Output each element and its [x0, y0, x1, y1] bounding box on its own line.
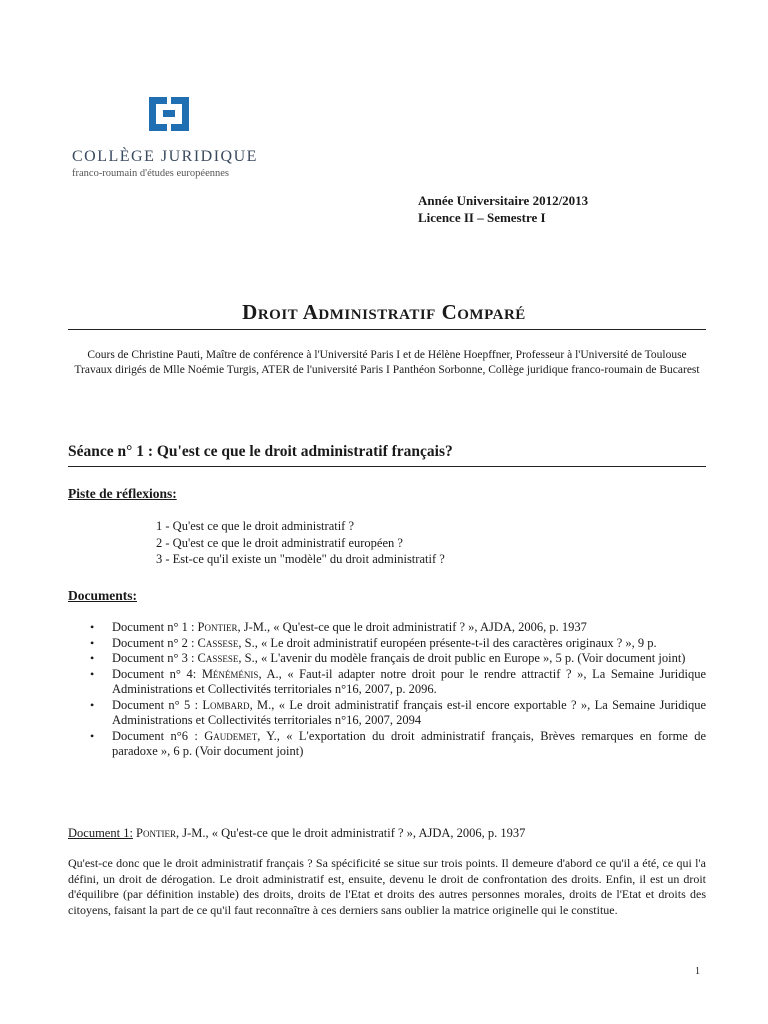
- bullet-icon: •: [90, 666, 95, 681]
- document-item: • Document n° 2 : Cassese, S., « Le droit administratif européen présente-t-il des caractères originaux ? », 9 p.: [90, 635, 657, 650]
- bullet-icon: •: [90, 697, 95, 712]
- piste-item: 1 - Qu'est ce que le droit administratif ?: [156, 519, 355, 533]
- documents-list: [90, 620, 707, 760]
- title-divider: [68, 329, 706, 330]
- documents-heading: Documents:: [68, 588, 137, 603]
- seance-title: Séance n° 1 : Qu'est ce que le droit administratif français?: [68, 443, 453, 460]
- document-item: • Document n° 1 : Pontier, J-M., « Qu'est-ce que le droit administratif ? », AJDA, 2006, p. 1937: [90, 620, 587, 634]
- document-1-reference: , J-M., « Qu'est-ce que le droit administratif ? », AJDA, 2006, p. 1937: [176, 826, 526, 840]
- document-1-label: Document 1:: [68, 826, 133, 840]
- bullet-icon: •: [90, 620, 95, 634]
- document-title: Droit Administratif Comparé: [242, 300, 526, 324]
- bullet-icon: •: [90, 728, 95, 743]
- course-credits: [68, 348, 706, 378]
- course-instructors: Cours de Christine Pauti, Maître de conférence à l'Université Paris I et de Hélène Hoepffner, Professeur à l'Université de Toulouse: [87, 349, 687, 361]
- document-item: • Document n° 3 : Cassese, S., « L'avenir du modèle français de droit public en Europe », 5 p. (Voir document joint): [90, 651, 686, 665]
- college-logo-icon: [147, 95, 191, 133]
- seance-divider: [68, 466, 706, 467]
- document-item: • Document n°6 : Gaudemet, Y., « L'exportation du droit administratif français, Brèves remarques en forme de paradoxe », 6 p. (Voir document joint): [90, 728, 707, 758]
- document-item: • Document n° 5 : Lombard, M., « Le droit administratif français est-il encore exportable ? », La Semaine Juridique Administrations et Collectivités territoriales n°16, 2007, 2094: [90, 697, 706, 727]
- course-meta: [418, 192, 588, 226]
- piste-heading: Piste de réflexions:: [68, 486, 177, 501]
- page-number: 1: [695, 966, 700, 977]
- course-level: Licence II – Semestre I: [418, 210, 546, 225]
- college-name: COLLÈGE JURIDIQUE: [72, 148, 258, 165]
- document-item: • Document n° 4: Ménéménis, A., « Faut-il adapter notre droit pour le rendre attractif ? », La Semaine Juridique Administrations et Collectivités territoriales n°16, 2007, p. 2096.: [90, 666, 706, 696]
- bullet-icon: •: [90, 635, 95, 650]
- academic-year: Année Universitaire 2012/2013: [418, 193, 589, 208]
- piste-item: 3 - Est-ce qu'il existe un "modèle" du droit administratif ?: [156, 552, 445, 566]
- document-1-heading: [68, 826, 525, 841]
- piste-item: 2 - Qu'est ce que le droit administratif européen ?: [156, 535, 403, 550]
- document-1-body: Qu'est-ce donc que le droit administratif français ? Sa spécificité se situe sur trois points. Il demeure d'abord ce qu'il a été, ce qui l'a défini, un droit de dérogation. Le droit administratif est, ensuite, devenu le droit de confrontation des droits. Enfin, il est un droit d'équilibre (par définition instable) des droits, droits de l'Etat et droits des autres personnes morales, droits de l'Etat et droits des citoyens, faisant la part de ce qu'il faut reconnaître à ces derniers sans oublier la matrice originelle qui le constitue.: [68, 856, 706, 917]
- td-instructor: Travaux dirigés de Mlle Noémie Turgis, ATER de l'université Paris I Panthéon Sorbonne, Collège juridique franco-roumain de Bucarest: [74, 364, 700, 376]
- college-subtitle: franco-roumain d'études européennes: [72, 168, 229, 179]
- bullet-icon: •: [90, 651, 95, 665]
- piste-list: [156, 518, 445, 568]
- document-1-author: Pontier: [136, 826, 176, 840]
